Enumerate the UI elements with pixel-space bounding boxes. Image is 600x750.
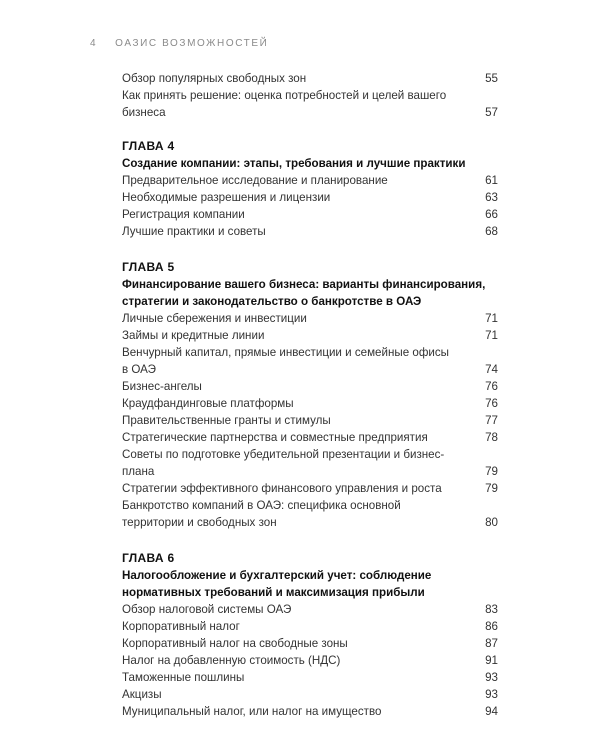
- chapter-label: ГЛАВА 5: [122, 260, 175, 274]
- toc-entry-page: 55: [485, 72, 498, 85]
- toc-entry[interactable]: [122, 223, 498, 240]
- toc-entry-title: Как принять решение: оценка потребностей и целей вашего бизнеса: [122, 89, 447, 119]
- toc-entry[interactable]: [122, 189, 498, 206]
- chapter-title[interactable]: Финансирование вашего бизнеса: варианты финансирования, стратегии и законодательство о банкротстве в ОАЭ: [122, 278, 486, 308]
- toc-entry-page: 93: [485, 671, 498, 684]
- toc-entry[interactable]: [122, 618, 498, 635]
- toc-entry[interactable]: [122, 497, 498, 531]
- toc-entry-title: Стратегические партнерства и совместные предприятия: [122, 431, 428, 444]
- toc-entry-title: Личные сбережения и инвестиции: [122, 312, 307, 325]
- toc-entry-page: 86: [485, 620, 498, 633]
- toc-entry-title: Банкротство компаний в ОАЭ: специфика основной территории и свободных зон: [122, 499, 401, 529]
- toc-entry-title: Корпоративный налог на свободные зоны: [122, 637, 348, 650]
- toc-entry[interactable]: [122, 703, 498, 720]
- toc-entry[interactable]: [122, 480, 498, 497]
- toc-entry-page: 79: [485, 482, 498, 495]
- toc-entry[interactable]: [122, 310, 498, 327]
- toc-entry-title: Правительственные гранты и стимулы: [122, 414, 331, 427]
- toc-entry[interactable]: [122, 601, 498, 618]
- toc-entry[interactable]: [122, 446, 498, 480]
- table-of-contents: [122, 70, 498, 720]
- page-number: 4: [90, 38, 98, 49]
- toc-entry-title: Займы и кредитные линии: [122, 329, 265, 342]
- toc-entry[interactable]: [122, 395, 498, 412]
- toc-entry-title: Венчурный капитал, прямые инвестиции и семейные офисы в ОАЭ: [122, 346, 449, 376]
- toc-entry-page: 94: [485, 705, 498, 718]
- running-title: ОАЗИС ВОЗМОЖНОСТЕЙ: [115, 38, 269, 49]
- toc-entry[interactable]: [122, 635, 498, 652]
- toc-entry[interactable]: [122, 669, 498, 686]
- toc-entry-title: Регистрация компании: [122, 208, 245, 221]
- toc-entry-title: Бизнес-ангелы: [122, 380, 202, 393]
- toc-entry-title: Корпоративный налог: [122, 620, 240, 633]
- toc-entry[interactable]: [122, 344, 498, 378]
- toc-entry-page: 77: [485, 414, 498, 427]
- running-header: [90, 38, 268, 49]
- toc-entry[interactable]: [122, 378, 498, 395]
- chapter-title[interactable]: Налогообложение и бухгалтерский учет: соблюдение нормативных требований и максимизация прибыли: [122, 569, 432, 599]
- toc-entry-page: 93: [485, 688, 498, 701]
- toc-entry[interactable]: [122, 87, 498, 121]
- toc-entry-page: 87: [485, 637, 498, 650]
- toc-entry-page: 91: [485, 654, 498, 667]
- toc-entry-page: 79: [485, 465, 498, 478]
- toc-entry-page: 76: [485, 380, 498, 393]
- toc-entry-page: 76: [485, 397, 498, 410]
- toc-entry-page: 74: [485, 363, 498, 376]
- toc-entry[interactable]: [122, 327, 498, 344]
- toc-entry-title: Краудфандинговые платформы: [122, 397, 294, 410]
- chapter-6: [122, 550, 498, 720]
- toc-entry-page: 80: [485, 516, 498, 529]
- toc-entry[interactable]: [122, 652, 498, 669]
- toc-entry-title: Акцизы: [122, 688, 162, 701]
- toc-entry-title: Обзор популярных свободных зон: [122, 72, 307, 85]
- toc-entry-page: 66: [485, 208, 498, 221]
- toc-entry-title: Предварительное исследование и планирование: [122, 174, 388, 187]
- toc-entry-title: Советы по подготовке убедительной презентации и бизнес-плана: [122, 448, 445, 478]
- toc-entry-title: Налог на добавленную стоимость (НДС): [122, 654, 341, 667]
- toc-entry-title: Необходимые разрешения и лицензии: [122, 191, 331, 204]
- chapter-title[interactable]: Создание компании: этапы, требования и лучшие практики: [122, 157, 466, 170]
- toc-entry-page: 63: [485, 191, 498, 204]
- toc-entry[interactable]: [122, 686, 498, 703]
- toc-entry-page: 78: [485, 431, 498, 444]
- toc-entry[interactable]: [122, 70, 498, 87]
- toc-entry[interactable]: [122, 412, 498, 429]
- toc-entry-page: 61: [485, 174, 498, 187]
- toc-entry-title: Таможенные пошлины: [122, 671, 245, 684]
- chapter-5: [122, 259, 498, 531]
- toc-entry-page: 71: [485, 312, 498, 325]
- toc-entry-title: Лучшие практики и советы: [122, 225, 266, 238]
- intro-entries: [122, 70, 498, 121]
- toc-entry-title: Муниципальный налог, или налог на имущество: [122, 705, 382, 718]
- chapter-label: ГЛАВА 6: [122, 551, 175, 565]
- toc-entry-title: Стратегии эффективного финансового управления и роста: [122, 482, 442, 495]
- chapter-4: [122, 138, 498, 240]
- toc-entry[interactable]: [122, 172, 498, 189]
- chapter-label: ГЛАВА 4: [122, 139, 175, 153]
- toc-entry-title: Обзор налоговой системы ОАЭ: [122, 603, 292, 616]
- toc-entry-page: 71: [485, 329, 498, 342]
- toc-entry-page: 57: [485, 106, 498, 119]
- toc-entry[interactable]: [122, 429, 498, 446]
- toc-entry-page: 83: [485, 603, 498, 616]
- toc-entry[interactable]: [122, 206, 498, 223]
- toc-entry-page: 68: [485, 225, 498, 238]
